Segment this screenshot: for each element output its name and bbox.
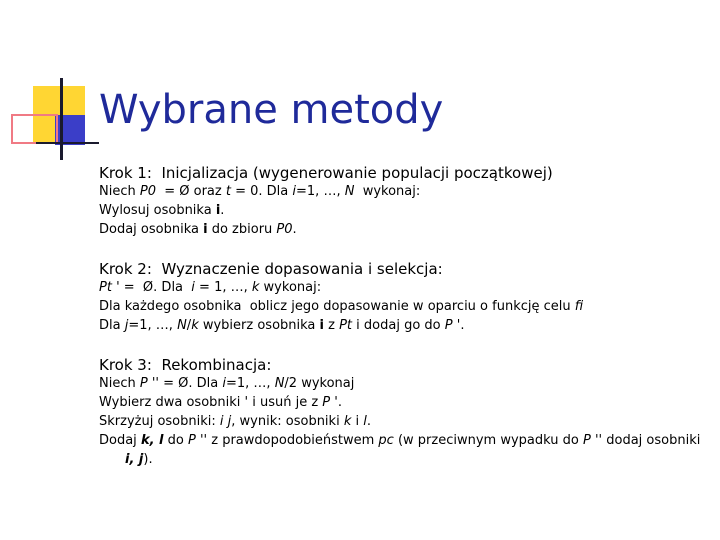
step-line bbox=[99, 278, 711, 297]
text-segment: = Ø oraz bbox=[155, 184, 226, 199]
text-segment: Pt bbox=[99, 280, 112, 295]
slide-body bbox=[99, 163, 711, 489]
logo-vertical-line bbox=[60, 78, 63, 160]
text-segment: N bbox=[177, 318, 187, 333]
slide-title: Wybrane metody bbox=[99, 87, 444, 133]
text-segment: t bbox=[225, 184, 231, 199]
text-segment: = 1, …, bbox=[194, 280, 252, 295]
step-heading: Krok 3: Rekombinacja: bbox=[99, 356, 272, 374]
text-segment: ' = Ø. Dla bbox=[111, 280, 192, 295]
text-segment: P0 bbox=[276, 222, 293, 237]
text-segment: i bbox=[292, 184, 297, 199]
text-segment: wybierz osobnika bbox=[198, 318, 320, 333]
text-segment: (w przeciwnym wypadku do bbox=[393, 433, 583, 448]
text-segment: . bbox=[292, 222, 297, 237]
text-segment: i bbox=[319, 318, 324, 333]
text-segment: Niech bbox=[99, 184, 140, 199]
logo-squares-icon bbox=[0, 0, 100, 170]
text-segment: i bbox=[191, 280, 195, 295]
text-segment: i, j bbox=[125, 452, 144, 467]
text-segment: '. bbox=[330, 395, 342, 410]
text-segment: , wynik: osobniki bbox=[231, 414, 344, 429]
text-segment: Wybierz dwa osobniki ' i usuń je z bbox=[99, 395, 323, 410]
text-segment: Wylosuj osobnika bbox=[99, 203, 216, 218]
text-segment: i bbox=[351, 414, 364, 429]
text-segment: P bbox=[322, 395, 331, 410]
text-segment: Pt bbox=[339, 318, 353, 333]
text-segment: =1, …, bbox=[128, 318, 178, 333]
text-segment: =1, …, bbox=[225, 376, 275, 391]
step-line bbox=[99, 316, 711, 335]
text-segment: N bbox=[274, 376, 285, 391]
text-segment: wykonaj: bbox=[259, 280, 322, 295]
text-segment: N bbox=[344, 184, 355, 199]
text-segment: i dodaj go do bbox=[352, 318, 445, 333]
text-segment: Dodaj osobnika bbox=[99, 222, 204, 237]
step-block bbox=[99, 163, 711, 239]
text-segment: i bbox=[203, 222, 208, 237]
text-segment: i bbox=[219, 414, 224, 429]
text-segment: fi bbox=[574, 299, 584, 314]
text-segment: = 0. Dla bbox=[230, 184, 293, 199]
text-segment: Dla każdego osobnika oblicz jego dopasowanie w oparciu o funkcję celu bbox=[99, 299, 575, 314]
text-segment: z bbox=[324, 318, 340, 333]
text-segment: . bbox=[366, 414, 372, 429]
text-segment: k bbox=[343, 414, 352, 429]
text-segment: '' z prawdopodobieństwem bbox=[195, 433, 379, 448]
text-segment: Dla bbox=[99, 318, 125, 333]
text-segment: =1, …, bbox=[296, 184, 345, 199]
text-segment: Skrzyżuj osobniki: bbox=[99, 414, 220, 429]
step-line bbox=[99, 393, 711, 412]
step-block bbox=[99, 259, 711, 335]
text-segment: '. bbox=[452, 318, 465, 333]
text-segment: do zbioru bbox=[207, 222, 277, 237]
logo-horizontal-line bbox=[36, 142, 99, 144]
text-segment: /2 wykonaj bbox=[284, 376, 355, 391]
text-segment: l bbox=[363, 414, 367, 429]
text-segment: wykonaj: bbox=[354, 184, 421, 199]
text-segment: i bbox=[215, 203, 221, 218]
step-line bbox=[99, 431, 711, 469]
text-segment: P bbox=[139, 376, 148, 391]
step-line bbox=[99, 220, 711, 239]
text-segment: P bbox=[582, 433, 591, 448]
step-block bbox=[99, 355, 711, 469]
text-segment: j bbox=[227, 414, 232, 429]
text-segment: '' = Ø. Dla bbox=[147, 376, 223, 391]
text-segment: Niech bbox=[99, 376, 140, 391]
text-segment: do bbox=[163, 433, 188, 448]
step-line bbox=[99, 182, 711, 201]
text-segment: '' dodaj osobniki bbox=[590, 433, 701, 448]
step-line bbox=[99, 374, 711, 393]
text-segment: / bbox=[186, 318, 192, 333]
text-segment: k, l bbox=[140, 433, 164, 448]
text-segment: . bbox=[220, 203, 225, 218]
step-line bbox=[99, 201, 711, 220]
text-segment: pc bbox=[378, 433, 394, 448]
step-heading: Krok 2: Wyznaczenie dopasowania i selekcja: bbox=[99, 260, 443, 278]
text-segment: P0 bbox=[139, 184, 156, 199]
text-segment: Dodaj bbox=[99, 433, 141, 448]
step-line bbox=[99, 297, 711, 316]
text-segment: ). bbox=[143, 452, 153, 467]
text-segment: k bbox=[191, 318, 199, 333]
text-segment: j bbox=[124, 318, 129, 333]
text-segment: k bbox=[251, 280, 260, 295]
text-segment: P bbox=[444, 318, 453, 333]
text-segment: i bbox=[222, 376, 226, 391]
step-heading: Krok 1: Inicjalizacja (wygenerowanie populacji początkowej) bbox=[99, 164, 553, 182]
step-line bbox=[99, 412, 711, 431]
text-segment: P bbox=[188, 433, 196, 448]
logo-red-square bbox=[11, 114, 58, 144]
